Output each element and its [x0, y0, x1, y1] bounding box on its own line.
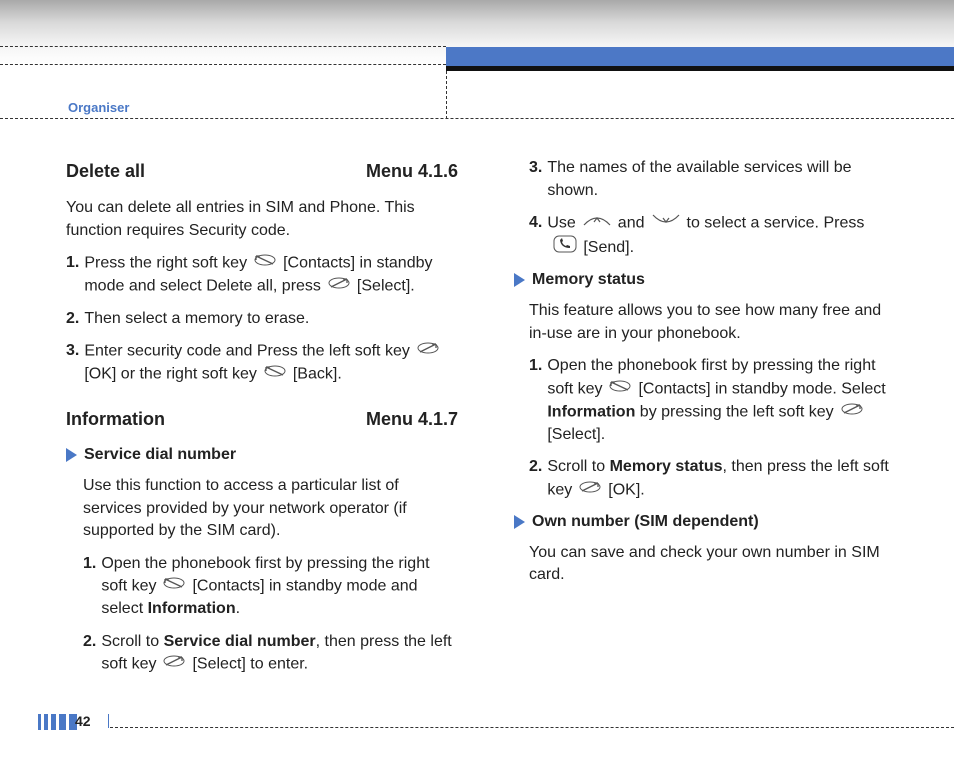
service-dial-body: [66, 475, 458, 676]
step-text-part: by pressing the left soft key: [639, 403, 834, 421]
step-text: The names of the available services will be shown.: [547, 159, 852, 199]
heading-menu-number: Menu 4.1.7: [365, 409, 458, 430]
step-text-part: [Contacts] in standby mode and select: [101, 577, 418, 618]
step-number: 1.: [83, 554, 97, 572]
step-text: [547, 212, 864, 260]
step-text-part: Open the phonebook first by pressing the right soft key: [101, 554, 430, 595]
header-dashed-line-top: [0, 46, 446, 47]
heading-delete-all: [66, 160, 458, 182]
page-number: 42: [75, 713, 91, 729]
step-text-part: [Contacts] in standby mode and select Delete all, press: [84, 254, 433, 295]
step-text: [101, 631, 458, 676]
send-key-icon: [553, 235, 577, 261]
step-text-part: [OK] or the right soft key: [84, 365, 257, 383]
step-number: 2.: [529, 458, 543, 476]
step-text: [547, 355, 899, 446]
step-text-part: Open the phonebook first by pressing the right soft key: [547, 357, 876, 398]
step-bold-term: Information: [547, 403, 636, 421]
footer-bars-decoration: [38, 714, 77, 730]
triangle-bullet-icon: [514, 273, 525, 287]
step-bold-term: Memory status: [609, 458, 723, 476]
triangle-bullet-icon: [514, 515, 525, 529]
step-text-part: [Send].: [583, 238, 635, 256]
right-soft-key-icon: [263, 363, 287, 386]
subheading-memory-status: [514, 270, 899, 290]
step-number: 1.: [66, 254, 80, 271]
left-soft-key-icon: [327, 275, 351, 298]
step-text-part: [Back].: [292, 365, 342, 383]
step-text-part: .: [235, 600, 241, 618]
paragraph: You can save and check your own number in SIM card.: [529, 543, 880, 584]
subheading-own-number: [514, 512, 899, 532]
heading-title: Information: [66, 409, 165, 430]
left-soft-key-icon: [578, 479, 602, 502]
triangle-bullet-icon: [66, 448, 77, 462]
step-text-part: [Select].: [356, 277, 415, 295]
step-text-part: , then press the left soft key: [547, 458, 889, 499]
subheading-title: Memory status: [532, 271, 645, 289]
step-text-part: and: [617, 214, 645, 232]
left-soft-key-icon: [416, 340, 440, 363]
paragraph: This feature allows you to see how many free and in-use are in your phonebook.: [529, 302, 882, 342]
step-number: 4.: [529, 214, 543, 231]
step-text-part: Use: [547, 214, 576, 232]
navigation-down-key-icon: [651, 212, 681, 235]
list-item: [529, 212, 899, 260]
subheading-service-dial: [66, 445, 458, 465]
subheading-title: Service dial number: [84, 446, 237, 464]
step-text-part: [OK].: [608, 481, 645, 499]
heading-information: [66, 408, 458, 430]
step-bold-term: Information: [147, 600, 236, 618]
step-text: [84, 252, 458, 298]
right-soft-key-icon: [162, 575, 186, 598]
paragraph: Use this function to access a particular list of services provided by your network operator (if supported by the SIM card).: [83, 477, 407, 540]
step-number: 2.: [83, 632, 97, 650]
step-text: [84, 340, 458, 386]
list-item: [66, 308, 458, 331]
step-text-part: Scroll to: [547, 458, 606, 476]
heading-menu-number: Menu 4.1.6: [365, 161, 458, 181]
list-item: [83, 553, 458, 621]
step-text: Then select a memory to erase.: [84, 309, 310, 327]
step-text-part: [Select].: [547, 425, 606, 443]
header-dashed-line-mid: [0, 64, 446, 65]
list-item: [66, 340, 458, 386]
step-text-part: Scroll to: [101, 632, 160, 650]
step-text-part: to select a service. Press: [686, 214, 865, 232]
list-item: [83, 631, 458, 676]
list-item: [529, 157, 899, 202]
right-column: [529, 157, 899, 587]
step-text-part: , then press the left soft key: [101, 632, 452, 673]
left-soft-key-icon: [840, 401, 864, 424]
footer-dashed-line: [110, 727, 954, 728]
step-text: [101, 553, 458, 621]
list-item: [529, 355, 899, 446]
section-label: Organiser: [68, 100, 130, 115]
step-number: 3.: [66, 342, 80, 360]
left-soft-key-icon: [162, 653, 186, 676]
paragraph: You can delete all entries in SIM and Phone. This function requires Security code.: [66, 199, 415, 239]
footer-tick: [108, 714, 109, 728]
subheading-title: Own number (SIM dependent): [532, 512, 759, 530]
step-number: 1.: [529, 357, 543, 375]
step-text: [547, 456, 899, 501]
header-dashed-line-bottom: [0, 118, 954, 119]
right-soft-key-icon: [608, 378, 632, 401]
header-black-rule: [446, 66, 954, 71]
navigation-up-key-icon: [582, 212, 612, 235]
header-blue-bar: [446, 47, 954, 66]
right-soft-key-icon: [253, 252, 277, 275]
step-number: 2.: [66, 309, 80, 327]
heading-title: Delete all: [66, 161, 146, 181]
step-text-part: [Contacts] in standby mode. Select: [638, 380, 886, 398]
list-item: [66, 252, 458, 298]
step-number: 3.: [529, 159, 543, 176]
left-column: [66, 160, 458, 676]
step-text-part: Press the right soft key: [84, 254, 248, 272]
step-bold-term: Service dial number: [163, 632, 316, 650]
step-text-part: [Select] to enter.: [192, 655, 309, 673]
step-text-part: Enter security code and Press the left soft key: [84, 342, 410, 360]
header-dashed-divider: [446, 71, 447, 119]
list-item: [529, 456, 899, 501]
